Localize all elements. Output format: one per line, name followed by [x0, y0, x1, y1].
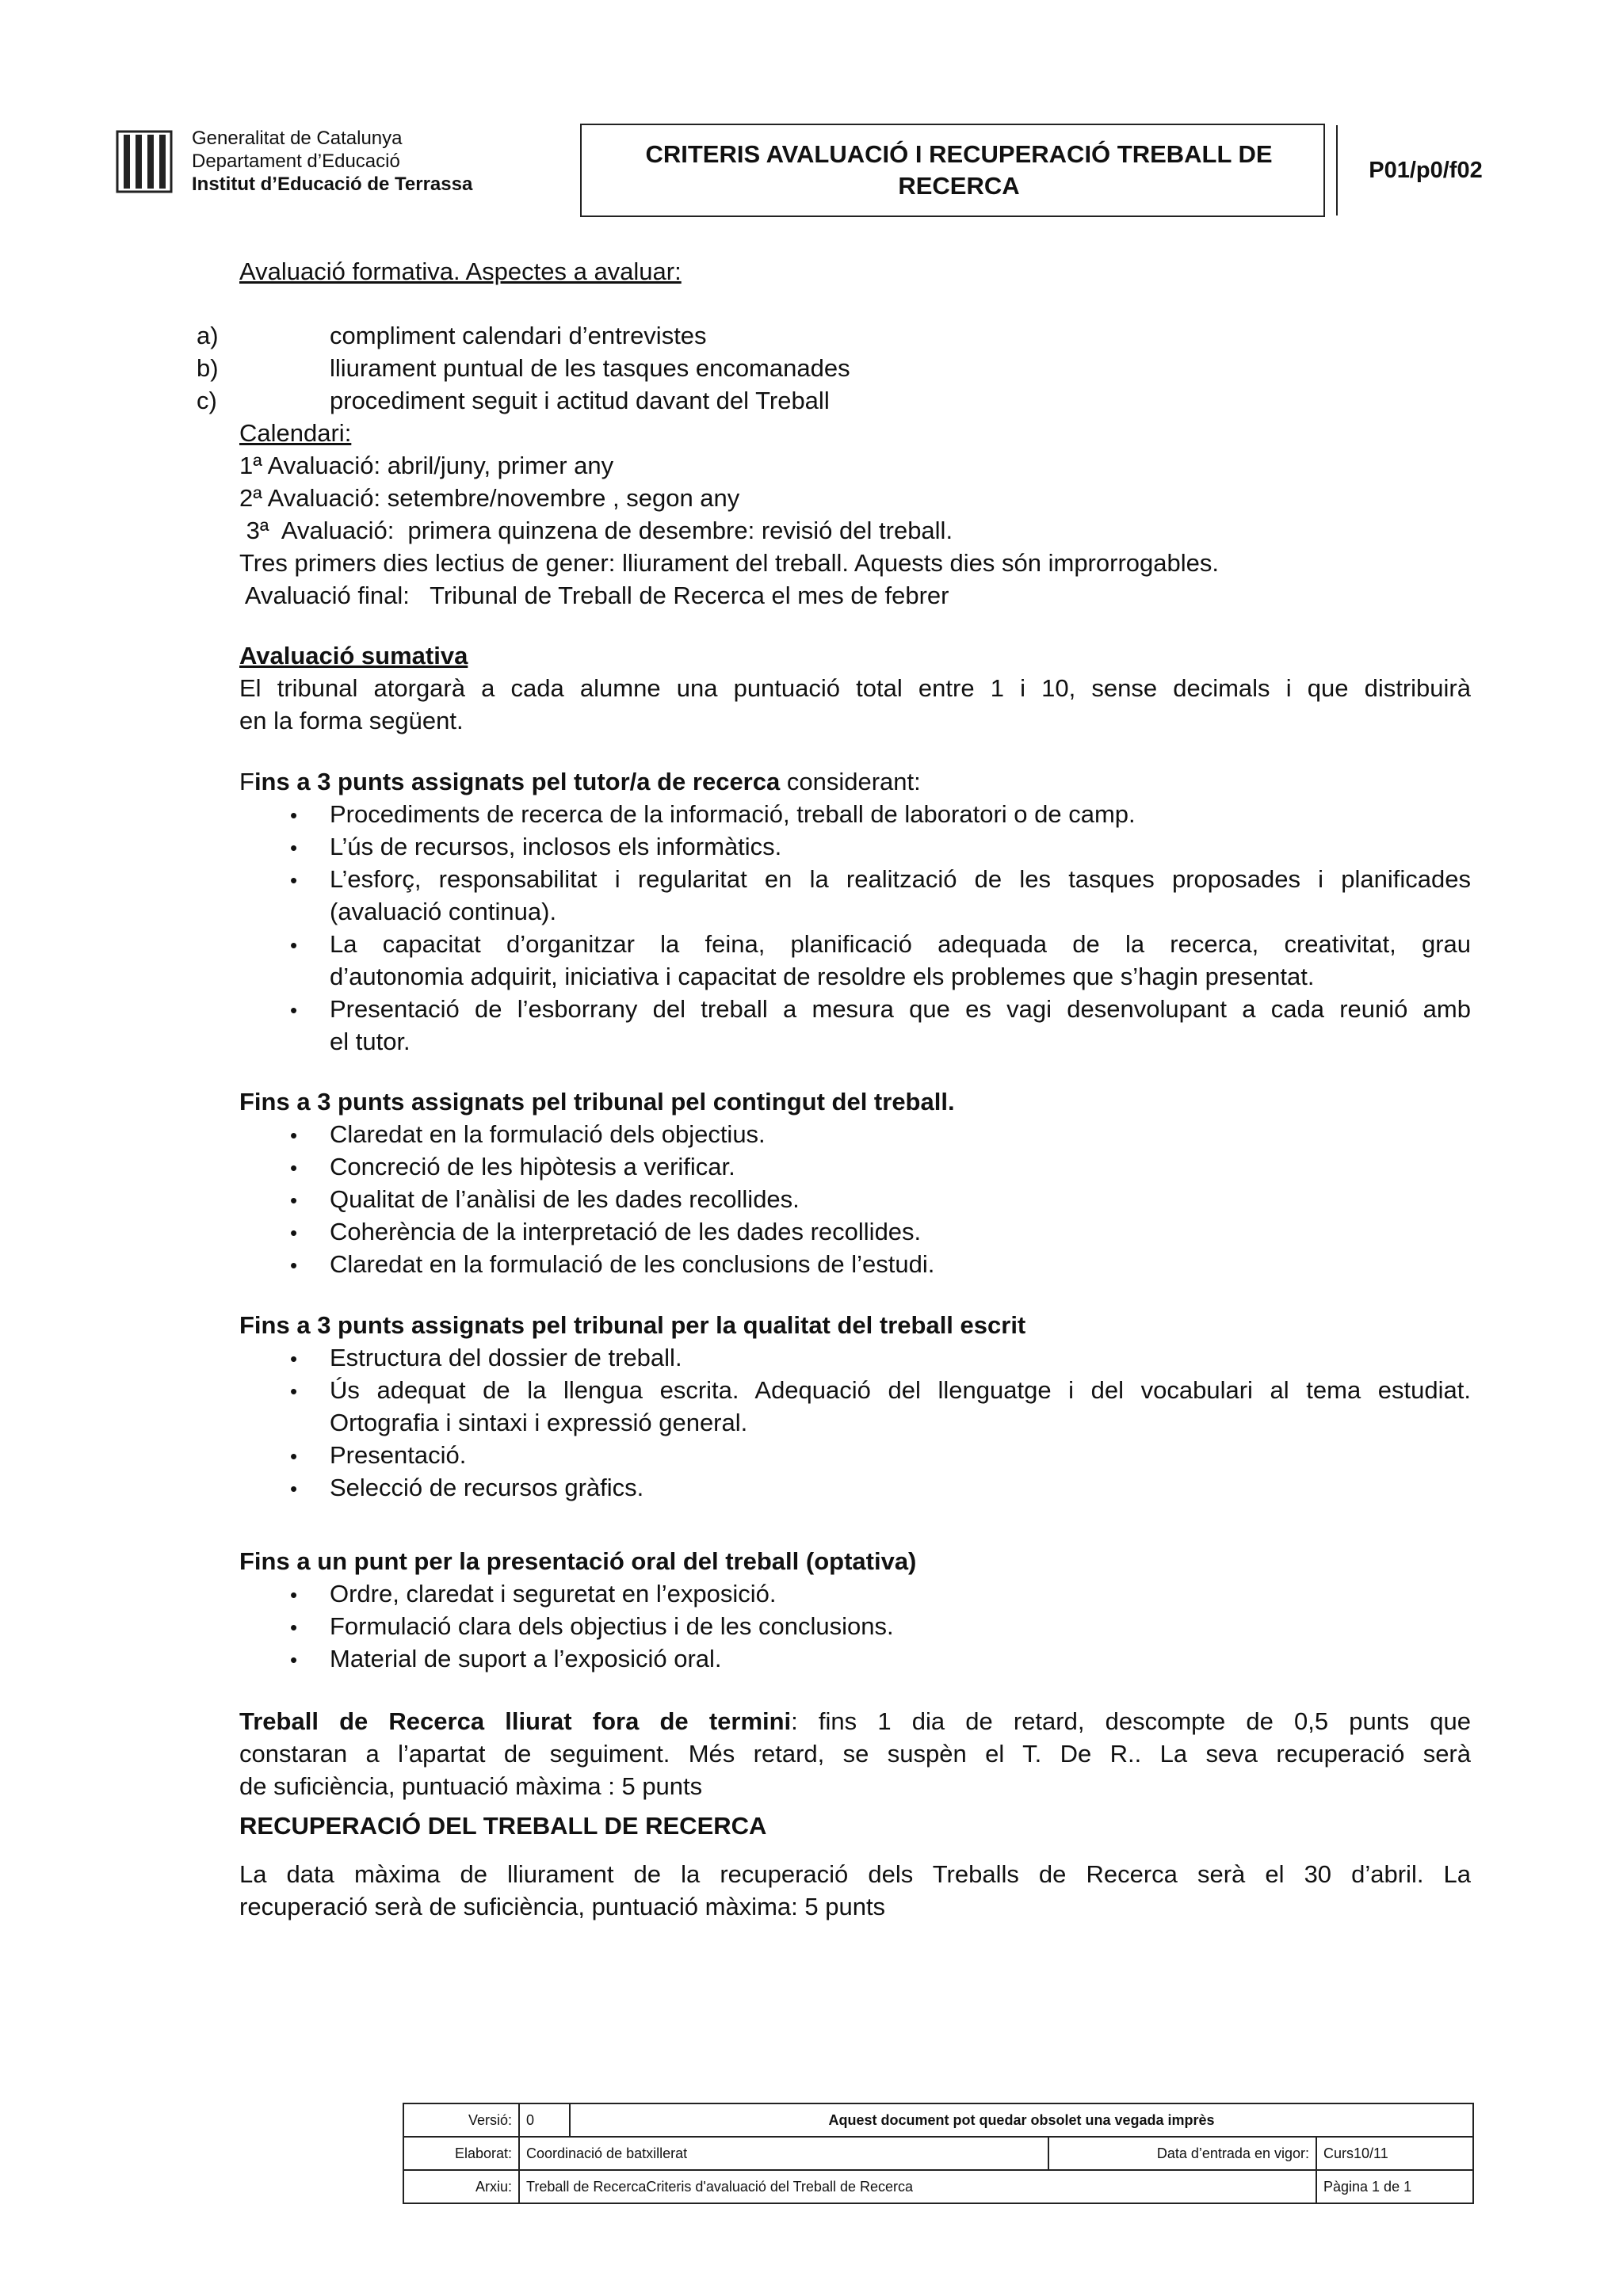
- bullet-icon: •: [290, 868, 298, 892]
- tutor-heading-bold: ins a 3 punts assignats pel tutor/a de recerca: [254, 768, 781, 795]
- department-name: Departament d’Educació: [192, 151, 400, 172]
- oral-heading: Fins a un punt per la presentació oral del treball (optativa): [239, 1547, 917, 1575]
- tutor-bullet: Presentació de l’esborrany del treball a mesura que es vagi desenvolupant a cada reunió amb: [330, 995, 1471, 1023]
- list-item: compliment calendari d’entrevistes: [330, 322, 707, 349]
- bullet-icon: •: [290, 1347, 298, 1371]
- table-row: [403, 2137, 1473, 2170]
- termini-paragraph: [239, 1705, 1471, 1737]
- document-title: CRITERIS AVALUACIÓ I RECUPERACIÓ TREBALL DE RECERCA: [645, 140, 1273, 200]
- contingut-heading: Fins a 3 punts assignats pel tribunal pel contingut del treball.: [239, 1088, 955, 1116]
- calendar-line: 1ª Avaluació: abril/juny, primer any: [239, 452, 614, 479]
- tutor-heading-rest: considerant:: [780, 768, 921, 795]
- termini-bold: Treball de Recerca lliurat fora de termini: [239, 1707, 792, 1735]
- data-vigor-value: Curs10/11: [1316, 2137, 1473, 2170]
- tutor-bullet-cont: el tutor.: [330, 1028, 411, 1055]
- calendar-line: 2ª Avaluació: setembre/novembre , segon any: [239, 484, 740, 512]
- escrit-bullet-cont: Ortografia i sintaxi i expressió general.: [330, 1409, 748, 1436]
- termini-line: de suficiència, puntuació màxima : 5 punts: [239, 1772, 703, 1800]
- escrit-heading: Fins a 3 punts assignats pel tribunal per la qualitat del treball escrit: [239, 1311, 1026, 1339]
- bullet-icon: •: [290, 1221, 298, 1245]
- tutor-heading: [239, 765, 921, 798]
- org-name: Generalitat de Catalunya: [192, 128, 403, 149]
- bullet-icon: •: [290, 1583, 298, 1607]
- item-marker: b): [197, 354, 219, 382]
- formativa-heading: Avaluació formativa. Aspectes a avaluar:: [239, 257, 682, 285]
- item-marker: c): [197, 387, 217, 414]
- bullet-icon: •: [290, 933, 298, 957]
- tutor-heading-initial: F: [239, 768, 254, 795]
- oral-bullet: Ordre, claredat i seguretat en l’exposició.: [330, 1580, 777, 1608]
- bullet-icon: •: [290, 1253, 298, 1277]
- versio-label: Versió:: [403, 2103, 519, 2137]
- tutor-bullet: L’esforç, responsabilitat i regularitat en la realització de les tasques proposades i planificades: [330, 865, 1471, 893]
- bullet-icon: •: [290, 1156, 298, 1180]
- bullet-icon: •: [290, 1444, 298, 1468]
- escrit-bullet: Selecció de recursos gràfics.: [330, 1474, 644, 1501]
- item-marker: a): [197, 322, 219, 349]
- list-item: procediment seguit i actitud davant del Treball: [330, 387, 830, 414]
- recuperacio-line: recuperació serà de suficiència, puntuació màxima: 5 punts: [239, 1893, 886, 1920]
- bullet-icon: •: [290, 998, 298, 1022]
- table-row: [403, 2103, 1473, 2137]
- elaborat-value: Coordinació de batxillerat: [519, 2137, 1048, 2170]
- bullet-icon: •: [290, 1188, 298, 1212]
- elaborat-label: Elaborat:: [403, 2137, 519, 2170]
- list-item: lliurament puntual de les tasques encomanades: [330, 354, 850, 382]
- sumativa-intro: El tribunal atorgarà a cada alumne una puntuació total entre 1 i 10, sense decimals i que distribuirà: [239, 674, 1471, 702]
- tutor-bullet: Procediments de recerca de la informació, treball de laboratori o de camp.: [330, 800, 1136, 828]
- institute-name: Institut d’Educació de Terrassa: [192, 174, 473, 195]
- tutor-bullet: L’ús de recursos, inclosos els informàtics.: [330, 833, 782, 860]
- oral-bullet: Material de suport a l’exposició oral.: [330, 1645, 722, 1672]
- sumativa-intro: en la forma següent.: [239, 707, 464, 734]
- tutor-bullet-cont: (avaluació continua).: [330, 898, 557, 925]
- generalitat-logo-icon: [116, 130, 173, 193]
- recuperacio-heading: RECUPERACIÓ DEL TREBALL DE RECERCA: [239, 1812, 767, 1840]
- termini-rest: : fins 1 dia de retard, descompte de 0,5 punts que: [791, 1707, 1471, 1735]
- bullet-icon: •: [290, 1379, 298, 1403]
- calendar-line: 3ª Avaluació: primera quinzena de desembre: revisió del treball.: [239, 517, 953, 544]
- arxiu-label: Arxiu:: [403, 2170, 519, 2203]
- page-number: Pàgina 1 de 1: [1316, 2170, 1473, 2203]
- bullet-icon: •: [290, 1123, 298, 1147]
- calendar-line: Tres primers dies lectius de gener: lliurament del treball. Aquests dies són improrrogables.: [239, 549, 1219, 577]
- arxiu-value: Treball de RecercaCriteris d'avaluació del Treball de Recerca: [519, 2170, 1316, 2203]
- contingut-bullet: Qualitat de l’anàlisi de les dades recollides.: [330, 1185, 800, 1213]
- document-control-table: [403, 2103, 1474, 2204]
- calendar-line: Avaluació final: Tribunal de Treball de Recerca el mes de febrer: [239, 582, 949, 609]
- bullet-icon: •: [290, 1648, 298, 1672]
- escrit-bullet: Presentació.: [330, 1441, 467, 1469]
- organization-block: [192, 127, 472, 196]
- document-header: [116, 124, 1510, 219]
- obsolete-notice: Aquest document pot quedar obsolet una vegada imprès: [570, 2103, 1473, 2137]
- contingut-bullet: Concreció de les hipòtesis a verificar.: [330, 1153, 735, 1180]
- document-code: P01/p0/f02: [1336, 125, 1514, 215]
- oral-bullet: Formulació clara dels objectius i de les conclusions.: [330, 1612, 894, 1640]
- termini-line: constaran a l’apartat de seguiment. Més retard, se suspèn el T. De R.. La seva recuperació serà: [239, 1740, 1471, 1768]
- calendar-heading: Calendari:: [239, 419, 352, 447]
- contingut-bullet: Claredat en la formulació de les conclusions de l’estudi.: [330, 1250, 935, 1278]
- versio-value: 0: [519, 2103, 570, 2137]
- contingut-bullet: Claredat en la formulació dels objectius.: [330, 1120, 766, 1148]
- title-box: [580, 124, 1483, 217]
- bullet-icon: •: [290, 836, 298, 860]
- contingut-bullet: Coherència de la interpretació de les dades recollides.: [330, 1218, 922, 1245]
- escrit-bullet: Ús adequat de la llengua escrita. Adequació del llenguatge i del vocabulari al tema estudiat.: [330, 1376, 1471, 1404]
- sumativa-heading: Avaluació sumativa: [239, 642, 468, 669]
- bullet-icon: •: [290, 1615, 298, 1639]
- table-row: [403, 2170, 1473, 2203]
- tutor-bullet-cont: d’autonomia adquirit, iniciativa i capacitat de resoldre els problemes que s’hagin presentat.: [330, 963, 1315, 990]
- bullet-icon: •: [290, 803, 298, 827]
- recuperacio-line: La data màxima de lliurament de la recuperació dels Treballs de Recerca serà el 30 d’abril. La: [239, 1860, 1471, 1888]
- escrit-bullet: Estructura del dossier de treball.: [330, 1344, 682, 1371]
- data-vigor-label: Data d’entrada en vigor:: [1048, 2137, 1316, 2170]
- bullet-icon: •: [290, 1477, 298, 1501]
- tutor-bullet: La capacitat d’organitzar la feina, planificació adequada de la recerca, creativitat, grau: [330, 930, 1471, 958]
